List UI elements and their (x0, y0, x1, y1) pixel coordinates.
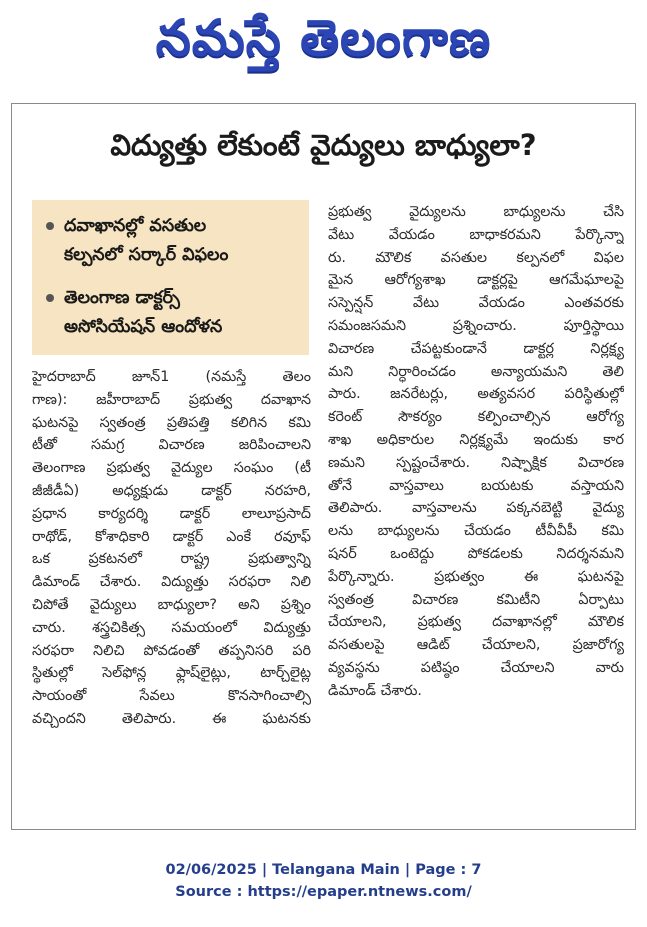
text-line: ఘటనపై స్వతంత్ర ప్రతిపత్తి కలిగిన కమి (32, 414, 311, 431)
bullet-icon (46, 222, 54, 230)
text-line: ప్రభుత్వ వైద్యులను బాధ్యులను చేసి (328, 204, 624, 220)
article-column-left (32, 366, 311, 731)
text-line: సస్పెన్షన్‌ వేటు వేయడం ఎంతవరకు (328, 295, 624, 312)
highlight-line: అసోసియేషన్‌ ఆందోళన (64, 317, 223, 337)
text-line: శాఖ అధికారుల నిర్లక్ష్యమే ఇందుకు కార (328, 431, 624, 448)
newspaper-masthead (0, 4, 647, 84)
text-line: వేటు వేయడం బాధాకరమని పేర్కొన్నా (328, 226, 624, 243)
text-line: తెలంగాణ ప్రభుత్వ వైద్యుల సంఘం (టీ (32, 460, 311, 477)
text-line: ప్రధాన కార్యదర్శి డాక్టర్‌ లాలూప్రసాద్‌ (32, 505, 311, 522)
text-line: విచారణ చేపట్టకుండానే డాక్టర్ల నిర్లక్ష్య (328, 340, 624, 357)
masthead-title: నమస్తే తెలంగాణ (155, 8, 492, 67)
highlights-box (32, 200, 309, 355)
text-line: షనర్‌ ఒంటెద్దు పోకడలకు నిదర్శనమని (328, 545, 624, 562)
highlight-item (46, 212, 299, 270)
text-line: రాథోడ్‌, కోశాధికారి డాక్టర్‌ ఎంకే రవూఫ్‌ (32, 528, 311, 545)
highlight-line: కల్పనలో సర్కార్‌ విఫలం (64, 245, 229, 265)
text-line: చిపోతే వైద్యులు బాధ్యులా? అని ప్రశ్నిం (32, 596, 311, 613)
text-line: స్థితుల్లో సెల్‌ఫోన్ల ఫ్లాష్‌లైట్లు, టార్చ్‌లైట్ల (32, 665, 311, 682)
text-line: మని నిర్ధారించడం అన్యాయమని తెలి (328, 363, 624, 380)
text-line: డిమాండ్‌ చేశారు. విద్యుత్తు సరఫరా నిలి (32, 574, 311, 591)
text-line: సరఫరా నిలిచి పోవడంతో తప్పనిసరి పరి (32, 642, 311, 659)
text-line: చారు. శస్త్రచికిత్స సమయంలో విద్యుత్తు (32, 619, 311, 636)
article-headline: విద్యుత్తు లేకుంటే వైద్యులు బాధ్యులా? (110, 128, 537, 162)
text-line: గాణ): జహీరాబాద్‌ ప్రభుత్వ దవాఖాన (32, 391, 311, 408)
article-clipping (11, 103, 636, 830)
highlight-line: దవాఖానల్లో వసతుల (64, 216, 207, 236)
source-url: Source : https://epaper.ntnews.com/ (175, 884, 472, 900)
text-line: డిమాండ్‌ చేశారు. (328, 682, 422, 699)
text-line: సమంజసమని ప్రశ్నించారు. పూర్తిస్థాయి (328, 317, 624, 334)
text-line: టీతో సమగ్ర విచారణ జరిపించాలని (32, 437, 311, 454)
text-line: తెలిపారు. వాస్తవాలను పక్కనబెట్టి వైద్యు (328, 500, 624, 517)
text-line: లను బాధ్యులను చేయడం టీవీవీపీ కమి (328, 523, 624, 540)
highlight-line: తెలంగాణ డాక్టర్స్‌ (64, 288, 180, 308)
bullet-icon (46, 294, 54, 302)
text-line: పేర్కొన్నారు. ప్రభుత్వం ఈ ఘటనపై (328, 568, 624, 585)
text-line: మైన ఆరోగ్యశాఖ డాక్టర్లపై ఆగమేఘాలపై (328, 272, 624, 289)
text-line: స్వతంత్ర విచారణ కమిటీని ఏర్పాటు (328, 591, 624, 608)
text-line: రు. మౌలిక వసతుల కల్పనలో విఫల (328, 249, 624, 266)
edition-info: 02/06/2025 | Telangana Main | Page : 7 (165, 862, 482, 878)
text-line: ణమని స్పష్టంచేశారు. నిష్పాక్షిక విచారణ (328, 454, 624, 471)
text-line: వ్యవస్థను పటిష్ఠం చేయాలని వారు (328, 659, 624, 676)
text-line: చేయాలని, ప్రభుత్వ దవాఖానల్లో మౌలిక (328, 614, 624, 631)
text-line: తోనే వాస్తవాలు బయటకు వస్తాయని (328, 477, 624, 494)
article-column-right (328, 201, 624, 703)
text-line: కరెంట్‌ సౌకర్యం కల్పించాల్సిన ఆరోగ్య (328, 409, 624, 426)
text-line: జీజీడీఏ) అధ్యక్షుడు డాక్టర్‌ నరహరి, (32, 482, 311, 499)
text-line: ఒక ప్రకటనలో రాష్ట్ర ప్రభుత్వాన్ని (32, 551, 311, 568)
text-line: వచ్చిందని తెలిపారు. ఈ ఘటనకు (32, 710, 311, 727)
text-line: హైదరాబాద్‌ జూన్‌1 (నమస్తే తెలం (32, 369, 311, 385)
highlight-item (46, 284, 299, 342)
text-line: సాయంతో సేవలు కొనసాగించాల్సి (32, 688, 311, 705)
text-line: పారు. జనరేటర్లు, అత్యవసర పరిస్థితుల్లో (328, 386, 624, 403)
text-line: వసతులపై ఆడిట్‌ చేయాలని, ప్రజారోగ్య (328, 637, 624, 654)
